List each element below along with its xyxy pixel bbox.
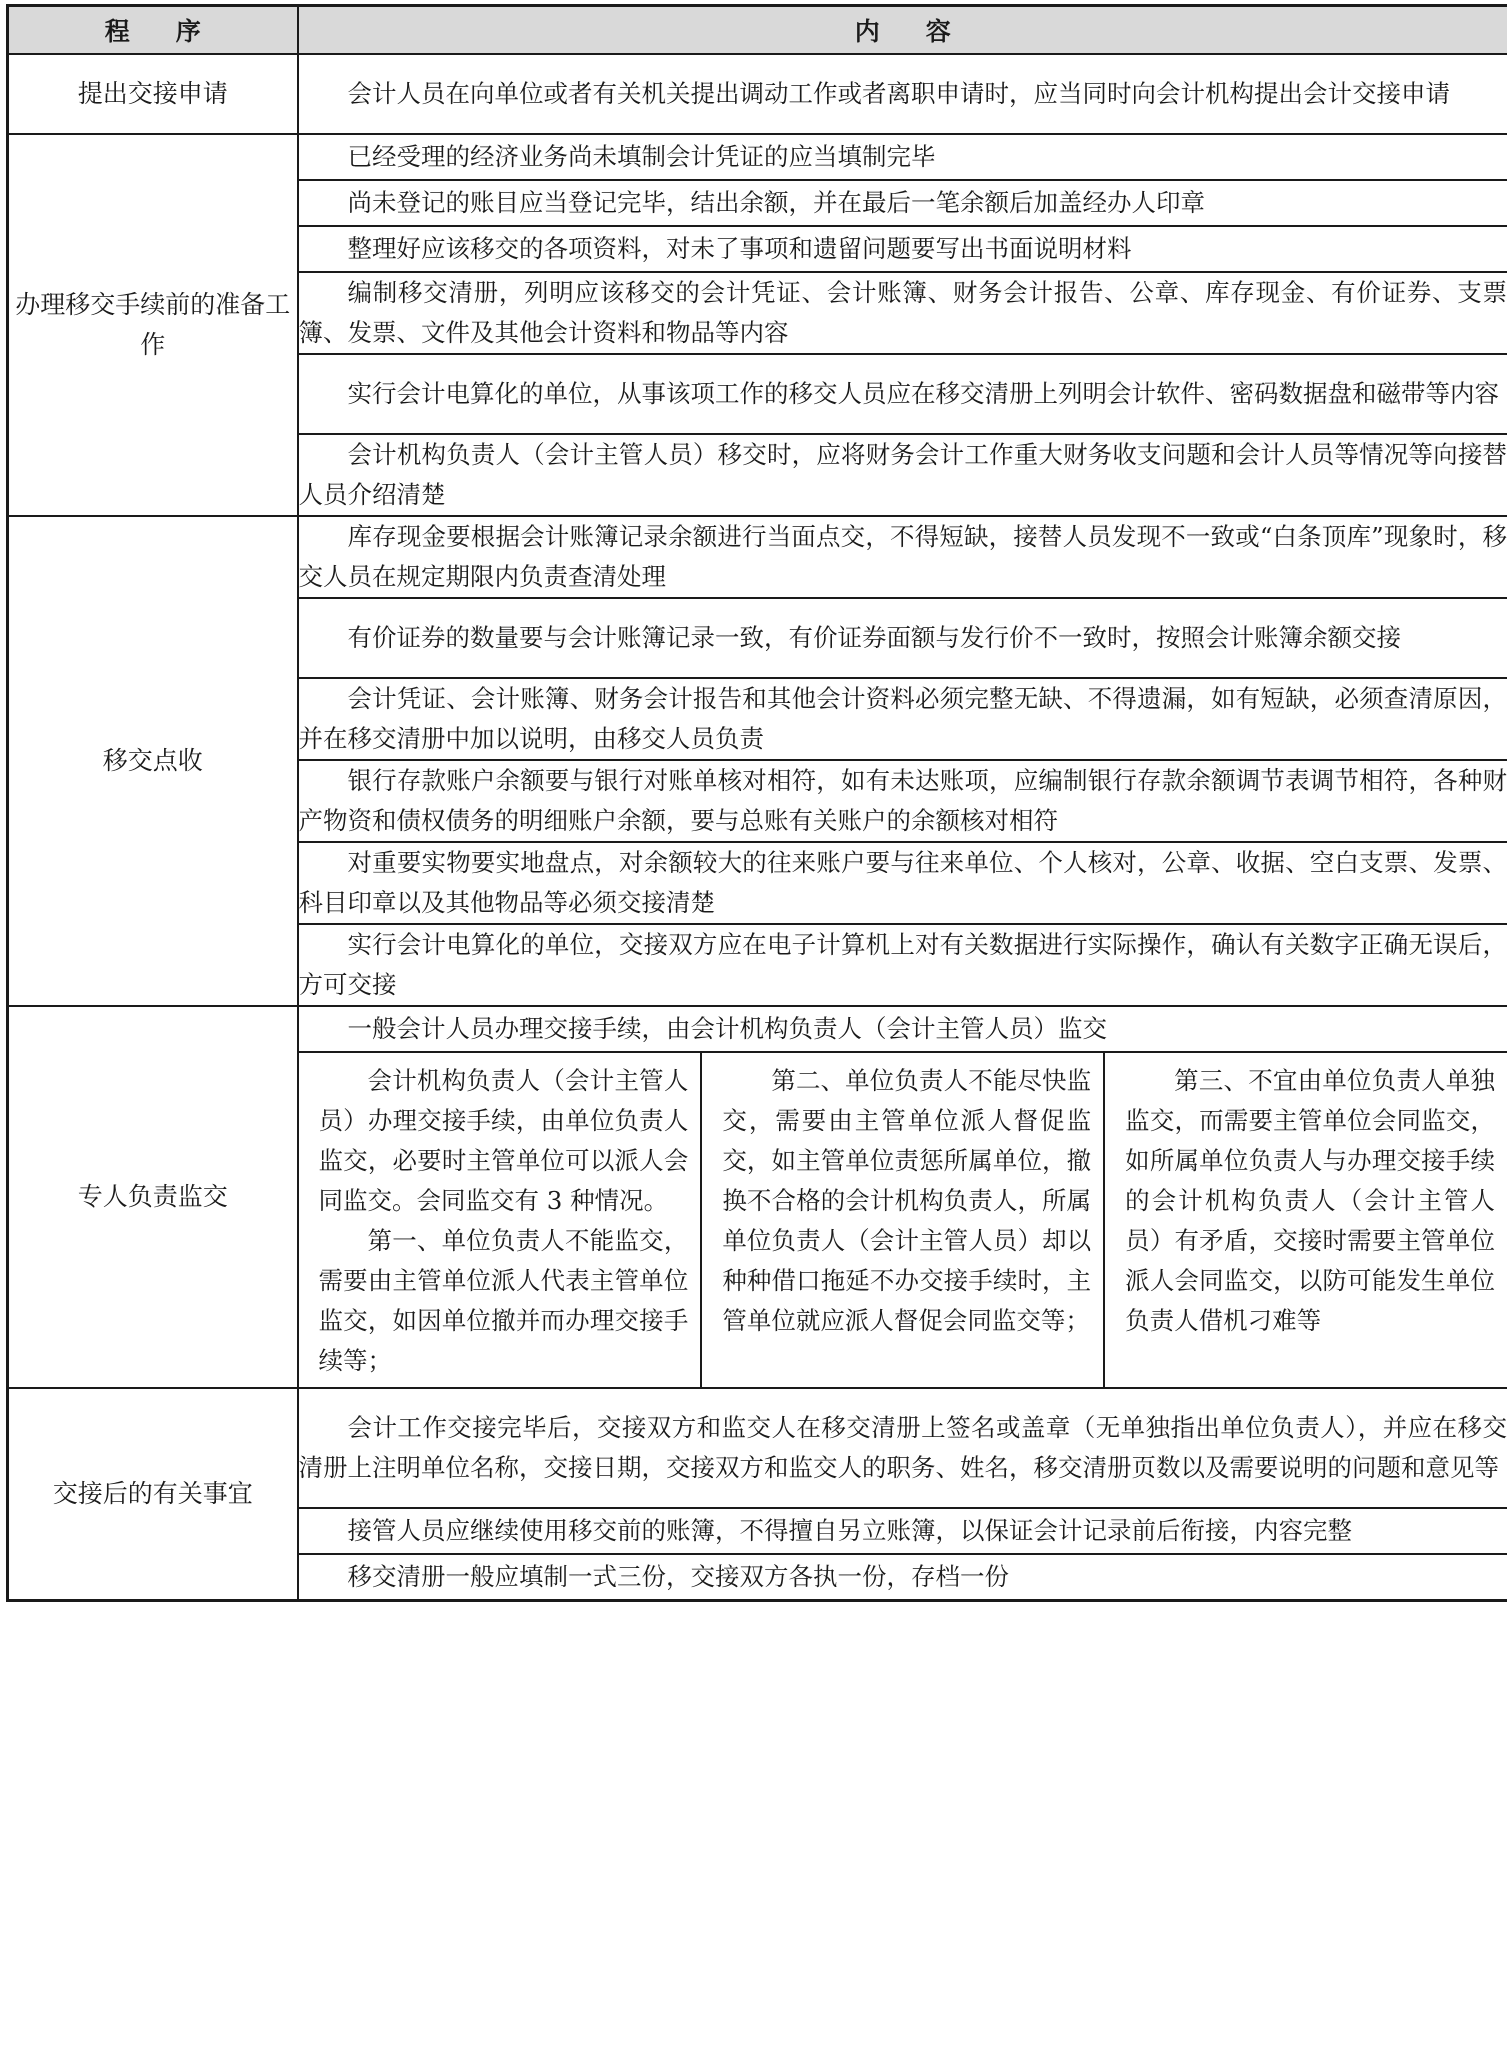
procedure-label-handover-check: 移交点收: [8, 516, 298, 1006]
table-row: [8, 1006, 1507, 1052]
content-cell: 会计人员在向单位或者有关机关提出调动工作或者离职申请时，应当同时向会计机构提出会计交接申请: [298, 54, 1507, 134]
content-cell: 有价证券的数量要与会计账簿记录一致，有价证券面额与发行价不一致时，按照会计账簿余额交接: [298, 598, 1507, 678]
supervision-cases-table: [299, 1053, 1507, 1387]
case-second-paragraph: 第二、单位负责人不能尽快监交，需要由主管单位派人督促监交，如主管单位责惩所属单位，撤换不合格的会计机构负责人，所属单位负责人（会计主管人员）却以种种借口拖延不办交接手续时，主管单位就应派人督促会同监交等；: [722, 1066, 1092, 1335]
content-cell: 对重要实物要实地盘点，对余额较大的往来账户要与往来单位、个人核对，公章、收据、空白支票、发票、科目印章以及其他物品等必须交接清楚: [298, 842, 1507, 924]
procedure-label-preparation: 办理移交手续前的准备工作: [8, 134, 298, 516]
table-row: [8, 516, 1507, 598]
header-procedure: 程序: [8, 6, 298, 55]
procedure-label-after-handover: 交接后的有关事宜: [8, 1388, 298, 1601]
table-row: [8, 134, 1507, 180]
content-cell: 银行存款账户余额要与银行对账单核对相符，如有未达账项，应编制银行存款余额调节表调节相符，各种财产物资和债权债务的明细账户余额，要与总账有关账户的余额核对相符: [298, 760, 1507, 842]
content-cell: 整理好应该移交的各项资料，对未了事项和遗留问题要写出书面说明材料: [298, 226, 1507, 272]
table-row: [8, 54, 1507, 134]
content-cell: 会计凭证、会计账簿、财务会计报告和其他会计资料必须完整无缺、不得遗漏，如有短缺，必须查清原因，并在移交清册中加以说明，由移交人员负责: [298, 678, 1507, 760]
content-cell: 编制移交清册，列明应该移交的会计凭证、会计账簿、财务会计报告、公章、库存现金、有价证券、支票簿、发票、文件及其他会计资料和物品等内容: [298, 272, 1507, 354]
supervision-case-third: [1104, 1053, 1507, 1387]
content-cell: 实行会计电算化的单位，交接双方应在电子计算机上对有关数据进行实际操作，确认有关数字正确无误后，方可交接: [298, 924, 1507, 1006]
content-cell: 已经受理的经济业务尚未填制会计凭证的应当填制完毕: [298, 134, 1507, 180]
table-header-row: [8, 6, 1507, 55]
header-content: 内容: [298, 6, 1507, 55]
case-first-paragraph: 第一、单位负责人不能监交，需要由主管单位派人代表主管单位监交，如因单位撤并而办理交接手续等；: [318, 1226, 689, 1375]
content-cell: 尚未登记的账目应当登记完毕，结出余额，并在最后一笔余额后加盖经办人印章: [298, 180, 1507, 226]
content-cell: 实行会计电算化的单位，从事该项工作的移交人员应在移交清册上列明会计软件、密码数据盘和磁带等内容: [298, 354, 1507, 434]
procedure-label-supervision: 专人负责监交: [8, 1006, 298, 1388]
content-cell: 会计机构负责人（会计主管人员）移交时，应将财务会计工作重大财务收支问题和会计人员等情况等向接替人员介绍清楚: [298, 434, 1507, 516]
handover-procedure-table: [6, 4, 1507, 1602]
supervision-cases-cell: [298, 1052, 1507, 1388]
content-cell: 一般会计人员办理交接手续，由会计机构负责人（会计主管人员）监交: [298, 1006, 1507, 1052]
content-cell: 接管人员应继续使用移交前的账簿，不得擅自另立账簿，以保证会计记录前后衔接，内容完整: [298, 1508, 1507, 1554]
supervision-case-second: [701, 1053, 1104, 1387]
procedure-label-application: 提出交接申请: [8, 54, 298, 134]
content-cell: 会计工作交接完毕后，交接双方和监交人在移交清册上签名或盖章（无单独指出单位负责人），并应在移交清册上注明单位名称，交接日期，交接双方和监交人的职务、姓名，移交清册页数以及需要说明的问题和意见等: [298, 1388, 1507, 1508]
content-cell: 移交清册一般应填制一式三份，交接双方各执一份，存档一份: [298, 1554, 1507, 1601]
case-intro-paragraph: 会计机构负责人（会计主管人员）办理交接手续，由单位负责人监交，必要时主管单位可以派人会同监交。会同监交有 3 种情况。: [318, 1066, 689, 1215]
supervision-case-general: [299, 1053, 702, 1387]
content-cell: 库存现金要根据会计账簿记录余额进行当面点交，不得短缺，接替人员发现不一致或“白条顶库”现象时，移交人员在规定期限内负责查清处理: [298, 516, 1507, 598]
table-row: [8, 1388, 1507, 1508]
case-third-paragraph: 第三、不宜由单位负责人单独监交，而需要主管单位会同监交，如所属单位负责人与办理交接手续的会计机构负责人（会计主管人员）有矛盾，交接时需要主管单位派人会同监交，以防可能发生单位负责人借机刁难等: [1125, 1066, 1495, 1335]
